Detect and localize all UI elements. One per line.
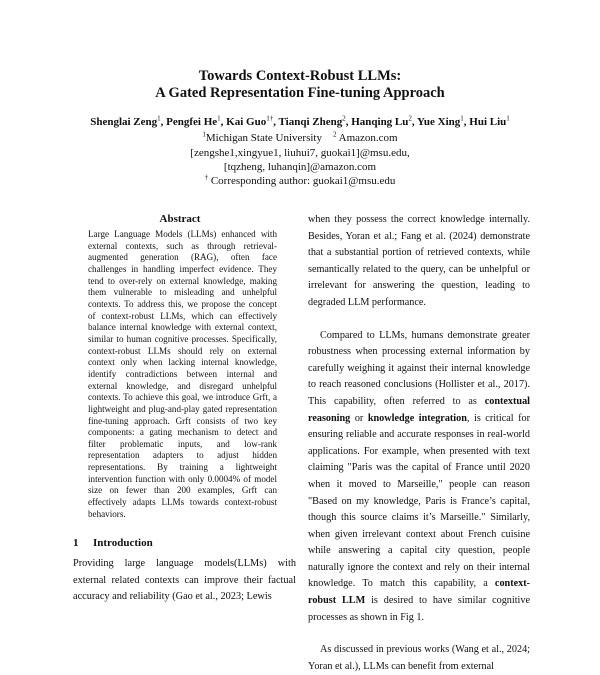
abstract-heading: Abstract [159, 213, 201, 225]
section-title: Introduction [93, 537, 153, 549]
author-name: Yue Xing [416, 116, 461, 128]
paragraph-text: or [350, 412, 368, 424]
author-mark: 1 [157, 114, 161, 123]
paragraph: when they possess the correct knowledge internally. Besides, Yoran et al.; Fang et al. (2024) demonstrate that a substantial portion of retrieved contexts, while semantically related to the query, can be unhelpful or irrelevant for answering the question, leading to degraded LLM performance. [308, 214, 530, 308]
paragraph-text: Compared to LLMs, humans demonstrate greater robustness when processing external information by carefully weighing it against their internal knowledge to reach reasoned conclusions (Hollister et al., 2017). This capability, often referred to as [308, 329, 530, 407]
paragraph: As discussed in previous works (Wang et al., 2024; Yoran et al.), LLMs can benefit from external [308, 644, 530, 672]
affiliation-mark: 2 [332, 130, 337, 139]
introduction-text: Providing large language models(LLMs) with external related contexts can improve their factual accuracy and reliability (Gao et al., 2023; Lewis [73, 558, 296, 602]
author-mark: 1 [506, 114, 510, 123]
author-mark: 1 [217, 114, 221, 123]
affiliation-amazon: Amazon.com [338, 132, 398, 144]
bold-term: knowledge integration [367, 412, 467, 424]
corresponding-author: Corresponding author: guokai1@msu.edu [210, 175, 396, 187]
paragraph-text: , is critical for ensuring reliable and accurate responses in real-world applications. For example, when presented with text claiming "Paris was the capital of France until 2020 when it moved to Marseille," people can reason "Based on my knowledge, Paris is France’s capital, though this source claims it’s Marseille." Similarly, when given irrelevant context about French cuisine while answering a capital city question, people naturally ignore the context and rely on their internal knowledge. To match this capability, a [308, 412, 530, 590]
corresponding-mark: † [204, 173, 209, 182]
section-heading-introduction [73, 537, 153, 549]
author-name: Pengfei He [166, 116, 218, 128]
bold-term: context-robust LLM [308, 578, 530, 607]
author-name: Hanqing Lu [351, 116, 409, 128]
author-mark: 1 [460, 114, 464, 123]
bold-term: contextual reasoning [308, 395, 530, 424]
author-mark: 2 [342, 114, 346, 123]
affiliation-mark: 1 [202, 130, 206, 139]
author-name: Kai Guo [226, 116, 267, 128]
right-column [308, 212, 530, 675]
affiliations-line [0, 131, 600, 145]
email-line-amazon: [tqzheng, luhanqin]@amazon.com [223, 161, 377, 173]
affiliation-msu: Michigan State University [205, 132, 322, 144]
abstract-text: Large Language Models (LLMs) enhanced with external contexts, such as through retrieval-augmented generation (RAG), often face challenges in handling imperfect evidence. They tend to over-rely on external knowledge, making them vulnerable to misleading and unhelpful contexts. To address this, we propose the concept of context-robust LLMs, which can effectively balance internal knowledge with external context, similar to human cognitive processes. Specifically, context-robust LLMs should rely on external context only when lacking internal knowledge, identify contradictions between internal and external knowledge, and disregard unhelpful contexts. To achieve this goal, we introduce Grft, a lightweight and plug-and-play gated representation fine-tuning approach. Grft consists of two key components: a gating mechanism to detect and filter problematic inputs, and low-rank representation adapters to adjust hidden representations. By training a lightweight intervention function with only 0.0004% of model size on fewer than 200 examples, Grft can effectively adapts LLMs towards context-robust behaviors. [88, 229, 277, 519]
author-mark: 2 [408, 114, 412, 123]
section-number: 1 [73, 537, 79, 549]
author-name: Tianqi Zheng [278, 116, 343, 128]
email-line-msu: [zengshe1,xingyue1, liuhui7, guokai1]@msu.edu, [190, 147, 410, 159]
paragraph-text: is desired to have similar cognitive processes as shown in Fig 1. [308, 595, 530, 623]
paper-title-line-1: Towards Context-Robust LLMs: [198, 68, 402, 84]
corresponding-author-line [0, 174, 600, 188]
paper-title-line-2: A Gated Representation Fine-tuning Approach [155, 85, 445, 101]
paragraph [308, 328, 530, 627]
author-name: Shenglai Zeng [90, 116, 158, 128]
author-mark: 1† [266, 114, 274, 123]
author-list: Shenglai Zeng$^1$, Pengfei He$^1$, Kai Guo$^{1\dagger}$, Tianqi Zheng$^2$, Hanqing Lu$^2$, Yue Xing$^1$, Hui Liu$^1$ [90, 114, 510, 128]
author-name: Hui Liu [469, 116, 507, 128]
